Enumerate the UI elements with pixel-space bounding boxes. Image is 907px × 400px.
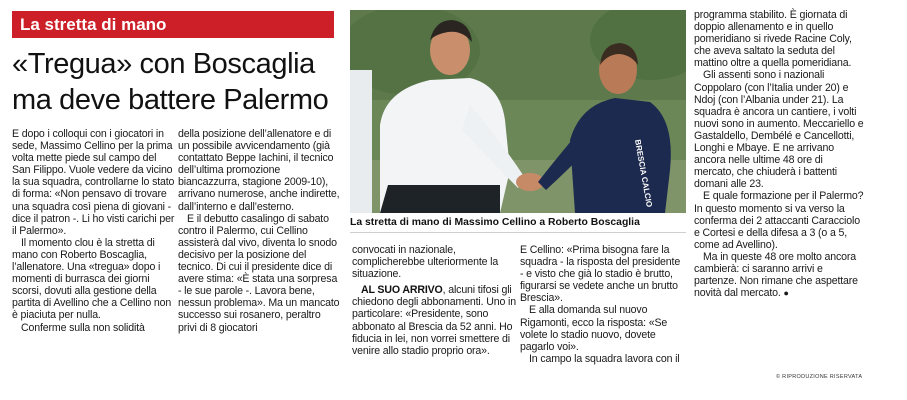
paragraph: della posizione dell’allenatore e di un possibile avvicendamento (già contattato Beppe Iachini, il tecnico dell’ultima promozione biancazzurra, stagione 2009-10), arrivano numerose, anche indirette, dall’interno e dall’esterno. xyxy=(178,128,340,213)
paragraph: E Cellino: «Prima bisogna fare la squadra - la risposta del presidente - e visto che già lo stadio è brutto, figurarsi se vedete anche un brutto Brescia». xyxy=(520,244,681,305)
jersey-text: BRESCIA CALCIO xyxy=(633,138,654,208)
paragraph: E il debutto casalingo di sabato contro il Palermo, cui Cellino assisterà dal vivo, diventa lo snodo decisivo per la posizione del tecnico. Di cui il presidente dice di avere stima: «È stata una sorpresa - le sue parole -. Lavora bene, nessun problema». Ma un mancato successo sui rosanero, peraltro privi di 8 giocatori xyxy=(178,212,340,334)
handshake-photo-illustration xyxy=(350,10,686,213)
section-kicker: La stretta di mano xyxy=(12,11,334,38)
paragraph: Il momento clou è la stretta di mano con Roberto Boscaglia, l’allenatore. Una «tregua» dopo i momenti di burrasca dei giorni scorsi, dovuti alla gestione della partita di Avellino che a Cellino non è piaciuta per nulla. xyxy=(12,236,172,322)
headline-line-1: «Tregua» con Boscaglia xyxy=(12,48,315,80)
copyright-credit: © RIPRODUZIONE RISERVATA xyxy=(776,374,863,380)
headline-line-2: ma deve battere Palermo xyxy=(12,84,329,116)
paragraph: In campo la squadra lavora con il xyxy=(529,352,680,365)
photo-caption: La stretta di mano di Massimo Cellino a Roberto Boscaglia xyxy=(350,217,640,228)
paragraph: E alla domanda sul nuovo Rigamonti, ecco la risposta: «Se volete lo stadio nuovo, dovete pagarlo voi». xyxy=(520,304,668,353)
headline xyxy=(12,46,342,118)
handshake-photo xyxy=(350,10,686,213)
paragraph: E quale formazione per il Palermo? In questo momento si va verso la conferma dei 2 attaccanti Caracciolo e Cortesi e della difesa a 3 (o a 5, come ad Avellino). xyxy=(694,190,864,251)
paragraph: programma stabilito. È giornata di doppio allenamento e in quello pomeridiano si rivede Racine Coly, che aveva saltato la seduta del mattino oltre a quella pomeridiana. xyxy=(694,9,852,70)
paragraph-text: , alcuni tifosi gli chiedono degli abbonamenti. Uno in particolare: «Presidente, sono abbonato al Brescia da 52 anni. Ho fiducia in lei, non vorrei smettere di venire allo stadio proprio ora». xyxy=(352,284,516,357)
article-column-4 xyxy=(520,244,686,365)
caption-divider xyxy=(350,232,686,233)
paragraph xyxy=(694,251,864,299)
article-column-3 xyxy=(352,244,516,357)
paragraph xyxy=(352,284,516,357)
article-column-5 xyxy=(694,9,864,299)
paragraph: Gli assenti sono i nazionali Coppolaro (con l’Italia under 20) e Ndoj (con l’Albania under 21). La squadra è ancora un cantiere, i volti nuovi sono in aumento. Meccariello e Gastaldello, Dembélé e Cancellotti, Longhi e Mbaye. E ne arrivano ancora nelle ultime 48 ore di mercato, che chiuderà i battenti domani alle 23. xyxy=(694,69,864,191)
paragraph: convocati in nazionale, complicherebbe ulteriormente la situazione. xyxy=(352,244,499,281)
paragraph: Conferme sulla non solidità xyxy=(21,321,145,334)
article-column-2 xyxy=(178,128,342,334)
article-column-1 xyxy=(12,128,175,334)
end-mark: ● xyxy=(783,288,789,299)
paragraph: E dopo i colloqui con i giocatori in sede, Massimo Cellino per la prima volta mette piede sul campo del San Filippo. Vuole vedere da vicino la sua squadra, controllarne lo stato di forma: «Non pensavo di trovare una squadra così piena di giovani - dice il patron -. Li ho visti carichi per il Palermo». xyxy=(12,128,175,237)
lead-in: AL SUO ARRIVO xyxy=(361,284,443,297)
paragraph-text: Ma in queste 48 ore molto ancora cambierà: ci saranno arrivi e partenze. Non rimane che aspettare novità dal mercato. xyxy=(694,250,858,300)
